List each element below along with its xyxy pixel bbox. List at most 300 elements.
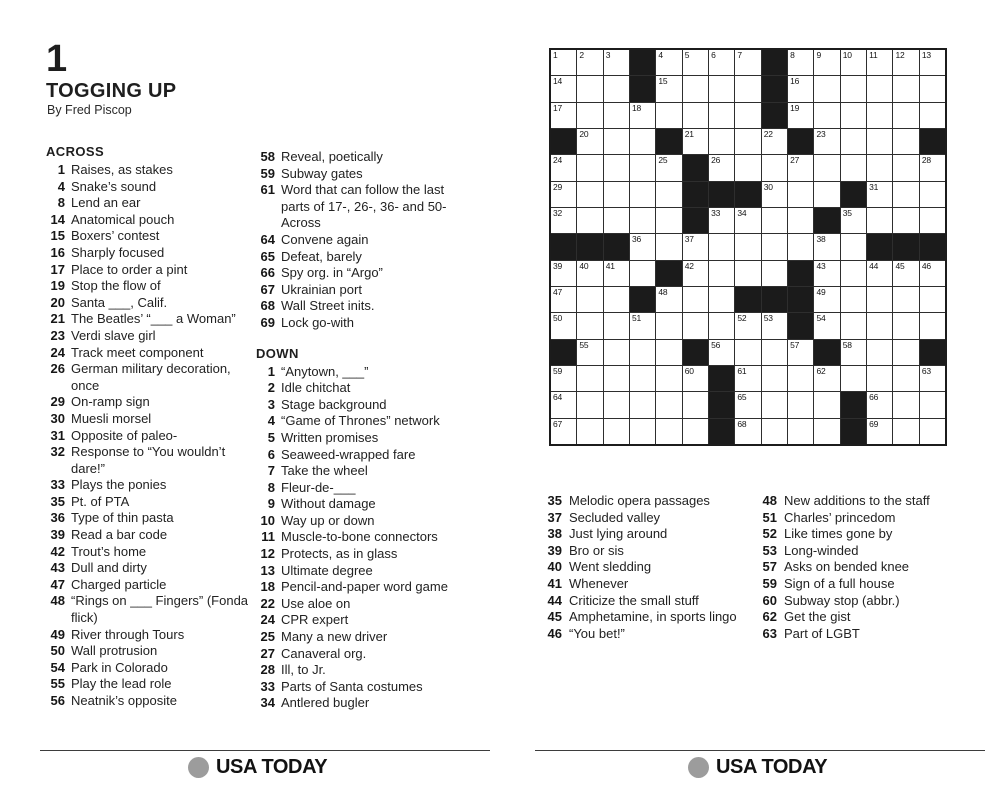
grid-cell[interactable] (920, 208, 945, 233)
clue-text: Way up or down (281, 512, 375, 528)
clue-item (46, 345, 251, 362)
grid-cell[interactable] (577, 392, 602, 417)
clue-number: 43 (50, 560, 65, 576)
grid-cell[interactable] (867, 208, 892, 233)
grid-cell[interactable] (920, 261, 945, 286)
grid-cell[interactable] (683, 103, 708, 128)
clue-number: 49 (50, 626, 65, 642)
grid-cell-number: 55 (579, 339, 589, 350)
grid-cell[interactable] (551, 366, 576, 391)
grid-cell[interactable] (735, 419, 760, 444)
clue-number: 52 (762, 526, 777, 542)
grid-cell[interactable] (762, 419, 787, 444)
clue-text: Part of LGBT (784, 625, 860, 641)
grid-cell[interactable] (814, 392, 839, 417)
grid-cell[interactable] (656, 182, 681, 207)
grid-cell[interactable] (735, 313, 760, 338)
grid-cell[interactable] (867, 155, 892, 180)
grid-cell[interactable] (735, 392, 760, 417)
grid-cell[interactable] (735, 340, 760, 365)
grid-cell[interactable] (920, 103, 945, 128)
grid-cell[interactable] (630, 234, 655, 259)
grid-cell-number: 48 (658, 287, 668, 298)
grid-cell[interactable] (893, 50, 918, 75)
grid-cell[interactable] (920, 155, 945, 180)
grid-cell[interactable] (604, 76, 629, 101)
clue-number: 39 (50, 527, 65, 543)
grid-cell[interactable] (656, 155, 681, 180)
grid-cell[interactable] (814, 50, 839, 75)
grid-cell[interactable] (893, 103, 918, 128)
grid-cell[interactable] (788, 340, 813, 365)
clue-text: Antlered bugler (281, 695, 370, 711)
grid-cell[interactable] (735, 50, 760, 75)
grid-cell[interactable] (762, 155, 787, 180)
grid-cell[interactable] (604, 419, 629, 444)
grid-cell-number: 46 (921, 260, 931, 271)
grid-cell[interactable] (841, 313, 866, 338)
grid-cell[interactable] (920, 287, 945, 312)
grid-cell[interactable] (814, 366, 839, 391)
clue-item (755, 493, 986, 510)
grid-cell[interactable] (893, 76, 918, 101)
grid-cell[interactable] (604, 129, 629, 154)
clue-number: 55 (50, 676, 65, 692)
grid-cell[interactable] (735, 103, 760, 128)
grid-cell[interactable] (788, 76, 813, 101)
grid-cell[interactable] (867, 419, 892, 444)
grid-cell[interactable] (709, 261, 734, 286)
grid-cell[interactable] (577, 419, 602, 444)
grid-cell[interactable] (656, 366, 681, 391)
grid-cell[interactable] (709, 208, 734, 233)
grid-cell[interactable] (814, 419, 839, 444)
clue-text: Take the wheel (281, 463, 368, 479)
grid-cell[interactable] (656, 76, 681, 101)
grid-cell[interactable] (551, 155, 576, 180)
grid-cell[interactable] (577, 155, 602, 180)
grid-cell[interactable] (841, 103, 866, 128)
grid-cell[interactable] (841, 340, 866, 365)
grid-cell[interactable] (867, 129, 892, 154)
grid-cell-number: 51 (632, 313, 642, 324)
across-clue-list-1 (46, 162, 251, 710)
grid-cell-number: 57 (790, 339, 800, 350)
clue-text: Use aloe on (281, 595, 351, 611)
grid-cell[interactable] (604, 103, 629, 128)
grid-cell[interactable] (577, 340, 602, 365)
clue-item (256, 166, 461, 183)
grid-cell-black (551, 129, 576, 154)
clue-number: 24 (260, 612, 275, 628)
grid-cell[interactable] (656, 287, 681, 312)
clue-text: Lock go-with (281, 314, 354, 330)
grid-cell[interactable] (709, 50, 734, 75)
grid-cell[interactable] (709, 103, 734, 128)
grid-cell[interactable] (604, 340, 629, 365)
grid-cell-number: 25 (658, 155, 668, 166)
grid-cell[interactable] (551, 103, 576, 128)
grid-cell[interactable] (893, 340, 918, 365)
grid-cell[interactable] (762, 366, 787, 391)
grid-cell-black (683, 182, 708, 207)
grid-cell[interactable] (788, 419, 813, 444)
clue-text: Ultimate degree (281, 562, 373, 578)
grid-cell[interactable] (788, 182, 813, 207)
grid-cell[interactable] (920, 313, 945, 338)
clue-text: River through Tours (71, 626, 185, 642)
grid-cell[interactable] (814, 287, 839, 312)
clue-item (46, 361, 251, 394)
puzzle-byline: By Fred Piscop (47, 103, 132, 117)
grid-cell[interactable] (709, 129, 734, 154)
clue-item (256, 298, 461, 315)
grid-cell[interactable] (551, 392, 576, 417)
grid-cell[interactable] (841, 208, 866, 233)
grid-cell[interactable] (709, 155, 734, 180)
grid-cell[interactable] (893, 129, 918, 154)
clue-number: 4 (267, 413, 275, 429)
grid-cell[interactable] (920, 76, 945, 101)
grid-cell[interactable] (656, 103, 681, 128)
grid-cell-number: 40 (579, 260, 589, 271)
usa-today-circle-icon (688, 757, 709, 778)
clue-text: New additions to the staff (784, 493, 930, 508)
clue-text: Ukrainian port (281, 281, 362, 297)
grid-cell[interactable] (630, 182, 655, 207)
grid-cell[interactable] (577, 103, 602, 128)
grid-cell[interactable] (735, 234, 760, 259)
clue-text: Canaveral org. (281, 645, 367, 661)
grid-cell[interactable] (762, 313, 787, 338)
clue-number: 33 (260, 678, 275, 694)
grid-cell-number: 11 (869, 50, 878, 60)
grid-cell[interactable] (683, 50, 708, 75)
grid-cell[interactable] (867, 76, 892, 101)
grid-cell[interactable] (656, 419, 681, 444)
grid-cell[interactable] (709, 76, 734, 101)
clue-text: Play the lead role (71, 676, 172, 692)
grid-cell[interactable] (814, 234, 839, 259)
clue-number: 1 (267, 363, 275, 379)
grid-cell-black (814, 208, 839, 233)
grid-cell[interactable] (577, 76, 602, 101)
grid-cell-number: 50 (553, 313, 563, 324)
clue-number: 12 (260, 546, 275, 562)
grid-cell-number: 14 (553, 76, 563, 87)
grid-cell[interactable] (788, 50, 813, 75)
clue-text: Seaweed-wrapped fare (281, 446, 416, 462)
clue-item (46, 195, 251, 212)
grid-cell[interactable] (551, 76, 576, 101)
clue-number: 41 (547, 575, 562, 591)
grid-cell-black (814, 340, 839, 365)
grid-cell[interactable] (841, 234, 866, 259)
clue-number: 6 (267, 446, 275, 462)
grid-cell[interactable] (709, 287, 734, 312)
grid-cell[interactable] (735, 366, 760, 391)
clue-number: 29 (50, 394, 65, 410)
grid-cell-black (630, 50, 655, 75)
grid-cell[interactable] (762, 392, 787, 417)
clue-item (46, 444, 251, 477)
grid-cell[interactable] (893, 313, 918, 338)
grid-cell[interactable] (893, 261, 918, 286)
grid-cell-number: 4 (658, 50, 663, 60)
grid-cell[interactable] (683, 261, 708, 286)
grid-cell[interactable] (788, 103, 813, 128)
grid-cell[interactable] (630, 313, 655, 338)
grid-cell[interactable] (762, 340, 787, 365)
grid-cell[interactable] (920, 419, 945, 444)
grid-cell[interactable] (735, 261, 760, 286)
grid-cell[interactable] (814, 261, 839, 286)
grid-cell[interactable] (920, 392, 945, 417)
grid-cell[interactable] (735, 129, 760, 154)
clue-item (755, 543, 986, 560)
down-clues-column-2 (540, 493, 771, 642)
grid-cell[interactable] (683, 234, 708, 259)
grid-cell[interactable] (814, 313, 839, 338)
grid-cell[interactable] (630, 155, 655, 180)
grid-cell[interactable] (577, 287, 602, 312)
grid-cell[interactable] (893, 182, 918, 207)
grid-cell-number: 24 (553, 155, 563, 166)
left-footer-rule (40, 750, 490, 751)
grid-cell[interactable] (683, 392, 708, 417)
clue-number: 28 (260, 662, 275, 678)
grid-cell-black (762, 76, 787, 101)
grid-cell[interactable] (893, 392, 918, 417)
grid-cell[interactable] (762, 234, 787, 259)
grid-cell[interactable] (841, 261, 866, 286)
clue-item (256, 430, 461, 447)
grid-cell[interactable] (630, 340, 655, 365)
grid-cell-black (630, 287, 655, 312)
grid-cell[interactable] (814, 155, 839, 180)
grid-cell[interactable] (630, 208, 655, 233)
grid-cell[interactable] (841, 129, 866, 154)
grid-cell[interactable] (867, 366, 892, 391)
grid-cell[interactable] (814, 103, 839, 128)
clue-number: 58 (260, 149, 275, 164)
grid-cell[interactable] (867, 50, 892, 75)
grid-cell[interactable] (867, 182, 892, 207)
grid-cell[interactable] (762, 261, 787, 286)
clue-text: Fleur-de-___ (281, 479, 356, 495)
grid-cell[interactable] (630, 419, 655, 444)
grid-cell[interactable] (867, 392, 892, 417)
grid-cell[interactable] (788, 234, 813, 259)
grid-cell[interactable] (577, 261, 602, 286)
grid-cell-black (788, 129, 813, 154)
grid-cell[interactable] (577, 129, 602, 154)
clue-number: 15 (50, 228, 65, 244)
clue-number: 32 (50, 444, 65, 460)
clue-item (256, 496, 461, 513)
clue-number: 63 (762, 625, 777, 641)
grid-cell[interactable] (551, 313, 576, 338)
grid-cell[interactable] (604, 261, 629, 286)
right-usa-today-logo (688, 756, 827, 779)
grid-cell[interactable] (683, 287, 708, 312)
grid-cell[interactable] (762, 208, 787, 233)
grid-cell[interactable] (630, 129, 655, 154)
clue-item (46, 544, 251, 561)
clue-text: Type of thin pasta (71, 510, 174, 526)
grid-cell-black (709, 182, 734, 207)
grid-cell[interactable] (814, 182, 839, 207)
grid-cell[interactable] (893, 419, 918, 444)
grid-cell[interactable] (841, 50, 866, 75)
left-usa-today-logo (188, 756, 327, 779)
grid-cell-number: 30 (763, 181, 773, 192)
clue-number: 36 (50, 510, 65, 526)
grid-cell[interactable] (604, 155, 629, 180)
grid-cell[interactable] (814, 76, 839, 101)
grid-cell[interactable] (788, 366, 813, 391)
clue-text: Charged particle (71, 576, 167, 592)
grid-cell[interactable] (867, 313, 892, 338)
grid-cell[interactable] (577, 313, 602, 338)
grid-cell[interactable] (709, 234, 734, 259)
clue-text: “You bet!” (569, 625, 625, 641)
grid-cell[interactable] (920, 366, 945, 391)
grid-cell[interactable] (683, 129, 708, 154)
grid-cell[interactable] (841, 155, 866, 180)
clue-text: Written promises (281, 429, 379, 445)
clue-number: 67 (260, 281, 275, 297)
grid-cell-number: 67 (553, 418, 563, 429)
across-clue-list-2 (256, 149, 461, 332)
grid-cell[interactable] (893, 155, 918, 180)
grid-cell[interactable] (735, 76, 760, 101)
clue-text: Track meet component (71, 344, 204, 360)
grid-cell[interactable] (604, 208, 629, 233)
grid-cell[interactable] (683, 76, 708, 101)
grid-cell[interactable] (604, 366, 629, 391)
grid-cell[interactable] (577, 366, 602, 391)
clue-item (256, 596, 461, 613)
grid-cell-number: 39 (553, 260, 563, 271)
clue-text: Like times gone by (784, 526, 893, 542)
grid-cell[interactable] (841, 287, 866, 312)
clue-number: 4 (57, 178, 65, 194)
grid-cell[interactable] (683, 419, 708, 444)
grid-cell[interactable] (788, 155, 813, 180)
grid-cell[interactable] (709, 313, 734, 338)
grid-cell[interactable] (551, 261, 576, 286)
clue-item (46, 245, 251, 262)
grid-cell[interactable] (630, 103, 655, 128)
grid-cell[interactable] (604, 313, 629, 338)
clue-text: Anatomical pouch (71, 211, 175, 227)
grid-cell[interactable] (683, 313, 708, 338)
clue-number: 27 (260, 645, 275, 661)
grid-cell-number: 21 (684, 129, 694, 140)
grid-cell-number: 9 (816, 50, 821, 60)
grid-cell[interactable] (656, 208, 681, 233)
grid-cell-number: 12 (895, 50, 905, 60)
grid-cell[interactable] (683, 366, 708, 391)
grid-cell[interactable] (867, 261, 892, 286)
grid-cell[interactable] (604, 182, 629, 207)
grid-cell[interactable] (735, 155, 760, 180)
grid-cell[interactable] (630, 261, 655, 286)
grid-cell[interactable] (893, 366, 918, 391)
clue-item (46, 179, 251, 196)
clue-text: Melodic opera passages (569, 493, 710, 508)
grid-cell[interactable] (604, 50, 629, 75)
grid-cell[interactable] (735, 208, 760, 233)
grid-cell[interactable] (630, 392, 655, 417)
grid-cell[interactable] (893, 287, 918, 312)
grid-cell-number: 34 (737, 208, 747, 219)
clue-item (46, 593, 251, 626)
grid-cell[interactable] (762, 129, 787, 154)
grid-cell[interactable] (551, 182, 576, 207)
grid-cell[interactable] (920, 50, 945, 75)
grid-cell[interactable] (630, 366, 655, 391)
grid-cell[interactable] (762, 182, 787, 207)
grid-cell[interactable] (867, 287, 892, 312)
grid-cell[interactable] (604, 287, 629, 312)
grid-cell[interactable] (656, 392, 681, 417)
clue-text: Many a new driver (281, 629, 388, 645)
grid-cell[interactable] (551, 50, 576, 75)
grid-cell[interactable] (893, 208, 918, 233)
grid-cell[interactable] (841, 366, 866, 391)
grid-cell[interactable] (656, 313, 681, 338)
clue-item (755, 526, 986, 543)
grid-cell[interactable] (867, 340, 892, 365)
clue-number: 7 (267, 463, 275, 479)
grid-cell-number: 28 (921, 155, 931, 166)
clue-text: Response to “You wouldn’t dare!” (71, 444, 226, 476)
grid-cell[interactable] (551, 287, 576, 312)
clue-number: 18 (260, 579, 275, 595)
grid-cell-number: 29 (553, 181, 563, 192)
grid-cell-number: 20 (579, 129, 589, 140)
grid-cell[interactable] (551, 419, 576, 444)
clue-number: 25 (260, 629, 275, 645)
grid-cell[interactable] (788, 208, 813, 233)
across-clues-column-1 (46, 145, 251, 710)
grid-cell-black (762, 287, 787, 312)
grid-cell[interactable] (656, 234, 681, 259)
grid-cell[interactable] (577, 182, 602, 207)
grid-cell-number: 16 (790, 76, 800, 87)
grid-cell[interactable] (920, 182, 945, 207)
grid-cell[interactable] (814, 129, 839, 154)
clue-number: 69 (260, 314, 275, 330)
clue-item (540, 493, 771, 510)
clue-item (755, 609, 986, 626)
grid-cell[interactable] (656, 340, 681, 365)
grid-cell[interactable] (551, 208, 576, 233)
grid-cell[interactable] (709, 340, 734, 365)
clue-item (46, 212, 251, 229)
grid-cell[interactable] (656, 50, 681, 75)
grid-cell[interactable] (867, 103, 892, 128)
grid-cell[interactable] (604, 392, 629, 417)
grid-cell[interactable] (577, 208, 602, 233)
grid-cell[interactable] (841, 76, 866, 101)
grid-cell[interactable] (577, 50, 602, 75)
grid-cell[interactable] (788, 392, 813, 417)
grid-cell-number: 42 (684, 260, 694, 271)
clue-number: 24 (50, 344, 65, 360)
